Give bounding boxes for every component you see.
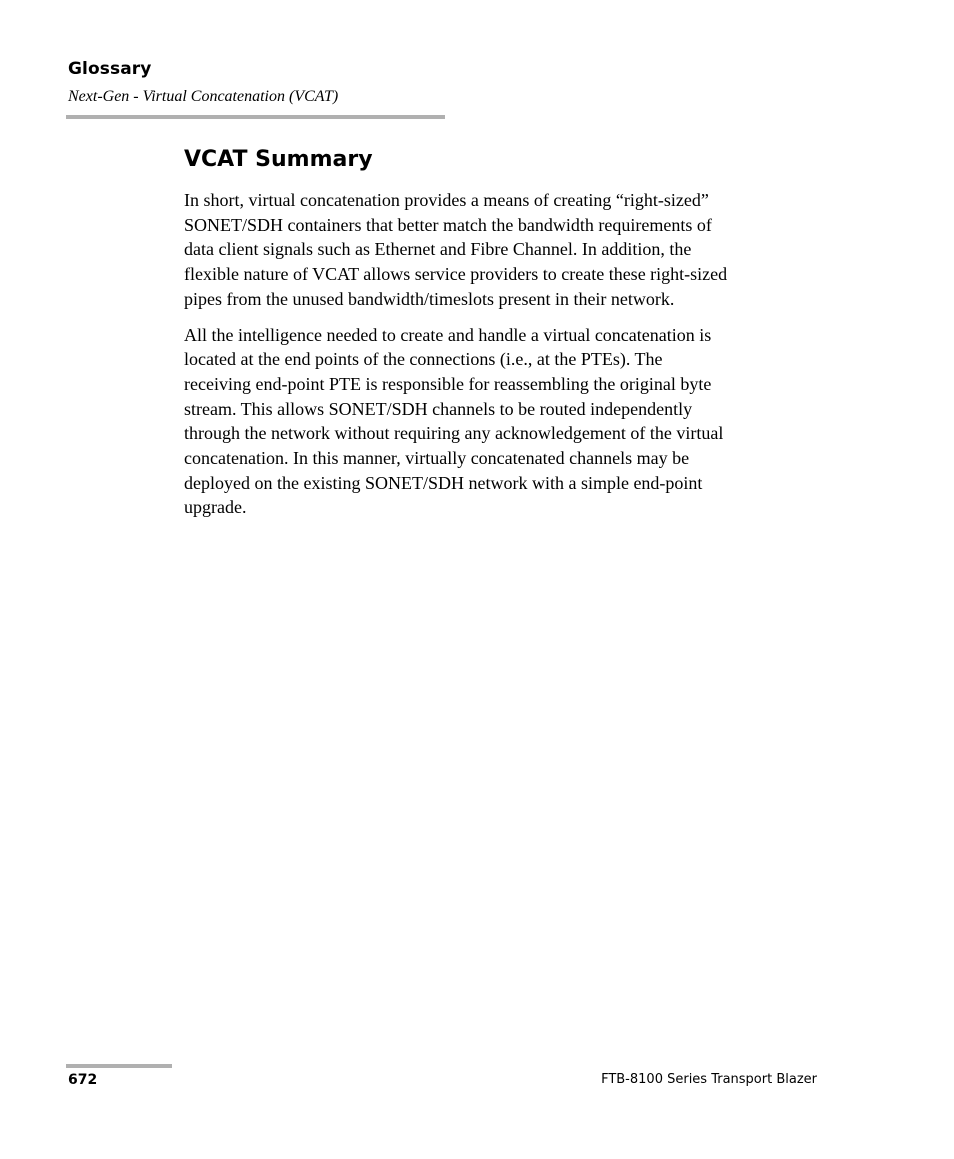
product-title: FTB-8100 Series Transport Blazer (601, 1072, 817, 1087)
footer-divider (66, 1064, 172, 1068)
paragraph-line: deployed on the existing SONET/SDH network with a simple end-point (184, 472, 703, 493)
paragraph-line: SONET/SDH containers that better match the bandwidth requirements of (184, 214, 712, 235)
paragraph-1 (184, 188, 824, 312)
paragraph-line: through the network without requiring any acknowledgement of the virtual (184, 423, 724, 444)
section-title: Glossary (68, 59, 152, 79)
paragraph-line: located at the end points of the connections (i.e., at the PTEs). The (184, 349, 663, 370)
header-divider (66, 115, 445, 119)
paragraph-line: stream. This allows SONET/SDH channels to be routed independently (184, 398, 693, 419)
body-text (184, 188, 824, 531)
paragraph-line: In short, virtual concatenation provides a means of creating “right-sized” (184, 190, 709, 210)
subsection-title: Next-Gen - Virtual Concatenation (VCAT) (68, 88, 339, 105)
page-number: 672 (68, 1072, 98, 1088)
paragraph-line: flexible nature of VCAT allows service providers to create these right-sized (184, 264, 728, 285)
paragraph-line: data client signals such as Ethernet and Fibre Channel. In addition, the (184, 239, 692, 260)
page-heading: VCAT Summary (184, 147, 373, 172)
paragraph-line: All the intelligence needed to create and handle a virtual concatenation is (184, 324, 712, 345)
paragraph-line: upgrade. (184, 497, 247, 518)
paragraph-line: concatenation. In this manner, virtually concatenated channels may be (184, 448, 690, 469)
paragraph-line: pipes from the unused bandwidth/timeslots present in their network. (184, 288, 675, 309)
paragraph-line: receiving end-point PTE is responsible for reassembling the original byte (184, 373, 712, 394)
paragraph-2 (184, 323, 824, 521)
